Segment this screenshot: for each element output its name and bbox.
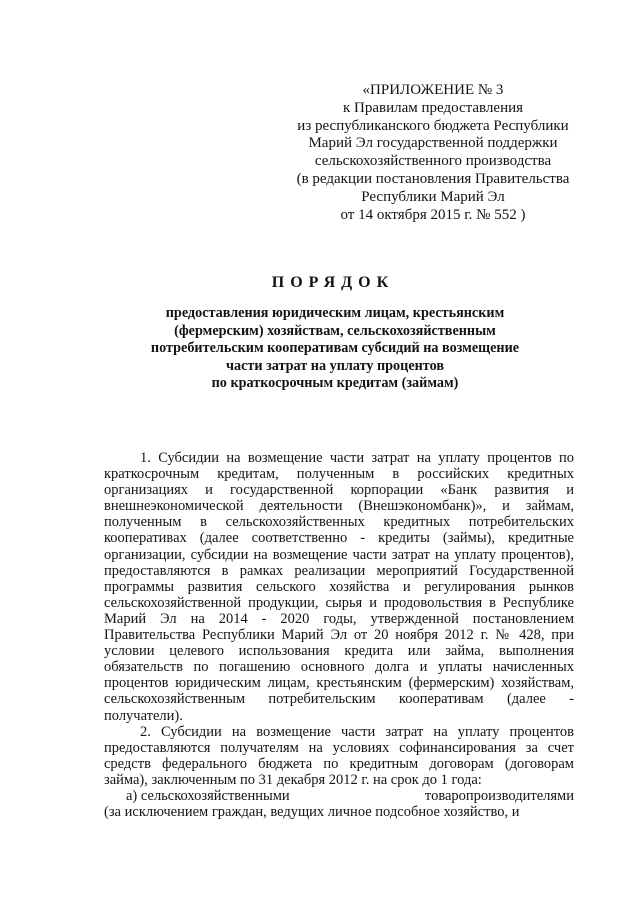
- document-title: ПОРЯДОК: [271, 274, 395, 291]
- item-a-value: товаропроизводителями: [424, 787, 574, 804]
- subtitle-line: (фермерским) хозяйствам, сельскохозяйственным: [174, 322, 496, 339]
- item-a: [104, 788, 574, 804]
- subtitle-line: предоставления юридическим лицам, крестьянским: [165, 305, 505, 321]
- document-subtitle: [120, 305, 550, 393]
- appendix-line: сельскохозяйственного производства: [314, 153, 552, 170]
- document-body: [104, 450, 574, 820]
- appendix-line: (в редакции постановления Правительства: [296, 170, 570, 187]
- appendix-line: Республики Марий Эл: [361, 188, 505, 205]
- appendix-line: Марий Эл государственной поддержки: [308, 135, 558, 152]
- appendix-line: от 14 октября 2015 г. № 552 ): [340, 206, 526, 223]
- subtitle-line: по краткосрочным кредитам (займам): [211, 375, 459, 391]
- item-a-label: а) сельскохозяйственными: [126, 787, 290, 804]
- subtitle-line: части затрат на уплату процентов: [226, 357, 444, 374]
- appendix-header: [268, 82, 598, 224]
- item-a-continuation: (за исключением граждан, ведущих личное подсобное хозяйство, и: [104, 804, 520, 821]
- appendix-line: из республиканского бюджета Республики: [297, 117, 569, 134]
- paragraph-1: 1. Субсидии на возмещение части затрат на уплату процентов по краткосрочным кредитам, полученным в российских кредитных организациях и государственной корпорации «Банк развития и внешнеэкономической деятельности (Внешэкономбанк)», и займам, полученным в сельскохозяйственных кредитных потребительских кооперативах (далее соответственно - кредиты (займы), кредитные организации, субсидии на возмещение части затрат на уплату процентов), предоставляются в рамках реализации мероприятий Государственной программы развития сельского хозяйства и регулирования рынков сельскохозяйственной продукции, сырья и продовольствия в Республике Марий Эл на 2014 - 2020 годы, утвержденной постановлением Правительства Республики Марий Эл от 20 ноября 2012 г. № 428, при условии целевого использования кредита или займа, выполнения обязательств по погашению основного долга и уплаты начисленных процентов юридическим лицам, крестьянским (фермерским) хозяйствам, сельскохозяйственным потребительским кооперативам (далее - получатели).: [104, 450, 574, 724]
- subtitle-line: потребительским кооперативам субсидий на возмещение: [150, 340, 520, 356]
- appendix-line: к Правилам предоставления: [342, 99, 524, 116]
- paragraph-2: 2. Субсидии на возмещение части затрат на уплату процентов предоставляются получателям на условиях софинансирования за счет средств федерального бюджета по кредитным договорам (договорам займа), заключенным по 31 декабря 2012 г. на срок до 1 года:: [104, 723, 574, 788]
- appendix-line: «ПРИЛОЖЕНИЕ № 3: [362, 82, 504, 98]
